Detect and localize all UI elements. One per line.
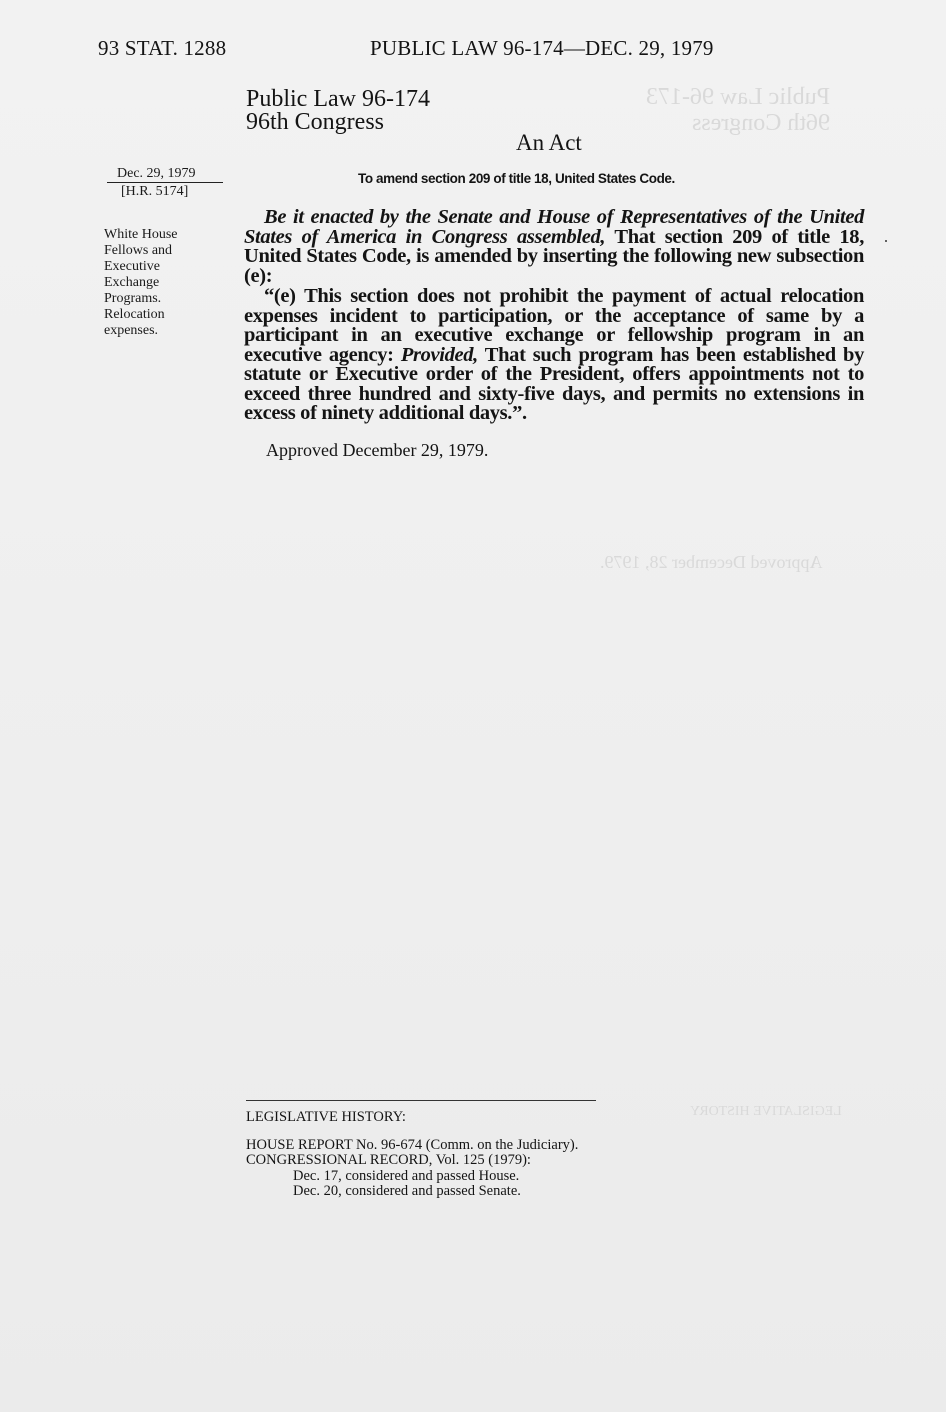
enacting-text: That section 209 of title 18, United States Code, is amended by inserting the following new subsection (e): bbox=[244, 225, 864, 287]
subsection-text-end: That such program has been established by statute or Executive order of the President, offers appointments not to exceed three hundred and sixty-five days, and permits no extensions in excess of ninety additional days.”. bbox=[244, 343, 864, 424]
margin-topic-line: Executive bbox=[104, 259, 160, 274]
act-heading: An Act bbox=[516, 130, 582, 155]
print-speck bbox=[885, 240, 887, 242]
margin-bill-number: [H.R. 5174] bbox=[121, 184, 189, 199]
margin-topic-line: expenses. bbox=[104, 323, 159, 338]
enacting-formula: Be it enacted by the Senate and House of Representatives of the United States of America in Congress assembled, bbox=[244, 206, 864, 248]
legislative-history-line: Dec. 17, considered and passed House. bbox=[293, 1168, 520, 1184]
margin-topic-line: White House bbox=[104, 227, 178, 242]
legislative-history-rule bbox=[246, 1100, 596, 1101]
running-title: PUBLIC LAW 96-174—DEC. 29, 1979 bbox=[370, 36, 714, 60]
margin-date: Dec. 29, 1979 bbox=[117, 166, 196, 181]
margin-topic-line: Relocation bbox=[104, 307, 165, 322]
legislative-history-line: CONGRESSIONAL RECORD, Vol. 125 (1979): bbox=[246, 1152, 531, 1168]
margin-topic-line: Fellows and bbox=[104, 243, 173, 258]
act-purpose: To amend section 209 of title 18, United States Code. bbox=[358, 171, 675, 186]
approval-date: Approved December 29, 1979. bbox=[266, 440, 489, 460]
stat-page-number: 93 STAT. 1288 bbox=[98, 36, 227, 60]
legislative-history-heading: LEGISLATIVE HISTORY: bbox=[246, 1109, 406, 1125]
law-number: Public Law 96-174 bbox=[246, 86, 430, 112]
margin-topic-notes bbox=[104, 227, 224, 339]
enacting-clause bbox=[244, 208, 864, 286]
margin-topic-line: Exchange bbox=[104, 275, 160, 290]
margin-rule bbox=[107, 182, 223, 183]
subsection-e bbox=[244, 287, 864, 424]
margin-topic-line: Programs. bbox=[104, 291, 162, 306]
legislative-history-line: Dec. 20, considered and passed Senate. bbox=[293, 1183, 521, 1199]
bleed-through-legislative-heading: LEGISLATIVE HISTORY bbox=[690, 1104, 842, 1119]
congress: 96th Congress bbox=[246, 109, 384, 135]
bleed-through-title: Public Law 96-173 96th Congress bbox=[646, 84, 830, 136]
subsection-text-start: “(e) This section does not prohibit the payment of actual relocation expenses incident to participation, or the acceptance of same by a participant in an executive exchange or fellowship program in an executive agency: bbox=[244, 285, 864, 366]
bleed-through-approved: Approved December 28, 1979. bbox=[600, 552, 823, 572]
legislative-history-line: HOUSE REPORT No. 96-674 (Comm. on the Judiciary). bbox=[246, 1137, 579, 1153]
proviso-word: Provided, bbox=[400, 343, 478, 366]
